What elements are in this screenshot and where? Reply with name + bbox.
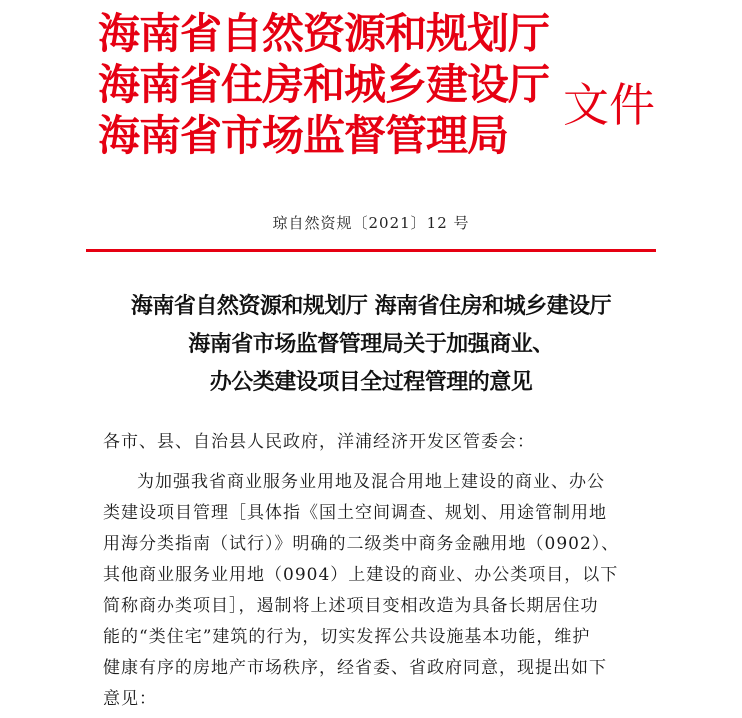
title-line: 海南省自然资源和规划厅 海南省住房和城乡建设厅	[130, 293, 612, 319]
body-line: 健康有序的房地产市场秩序，经省委、省政府同意，现提出如下	[103, 658, 607, 678]
title-line: 海南省市场监督管理局关于加强商业、	[188, 331, 554, 357]
body-line: 用海分类指南（试行）》明确的二级类中商务金融用地（0902）、	[103, 534, 620, 554]
agency-name: 海南省自然资源和规划厅	[98, 9, 550, 58]
issuing-agencies	[98, 8, 558, 161]
red-separator-line	[86, 249, 656, 252]
body-line: 为加强我省商业服务业用地及混合用地上建设的商业、办公	[137, 472, 605, 492]
document-number: 琼自然资规〔2021〕12 号	[272, 214, 470, 232]
body-line: 简称商办类项目］，遏制将上述项目变相改造为具备长期居住功	[103, 596, 599, 616]
body-line: 意见：	[103, 689, 157, 709]
agency-name: 海南省住房和城乡建设厅	[98, 60, 550, 109]
addressee: 各市、县、自治县人民政府，洋浦经济开发区管委会：	[103, 432, 535, 452]
body-paragraph	[103, 467, 663, 715]
agency-name: 海南省市场监督管理局	[98, 111, 509, 160]
body-line: 类建设项目管理［具体指《国土空间调查、规划、用途管制用地	[103, 503, 607, 523]
document-title	[60, 287, 682, 401]
document-word: 文件	[563, 78, 655, 132]
title-line: 办公类建设项目全过程管理的意见	[209, 369, 533, 395]
body-line: 能的“类住宅”建筑的行为，切实发挥公共设施基本功能，维护	[103, 627, 591, 647]
body-line: 其他商业服务业用地（0904）上建设的商业、办公类项目，以下	[103, 565, 619, 585]
